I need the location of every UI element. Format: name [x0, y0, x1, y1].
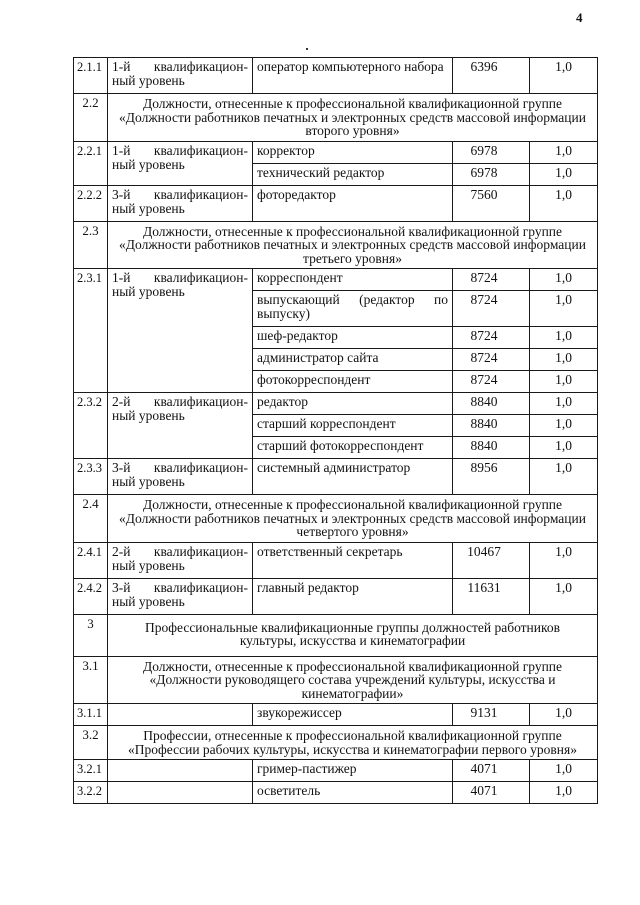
table-row	[74, 393, 598, 415]
table-row	[74, 185, 598, 221]
qualification-level: 1-й квалификацион-ный уровень	[108, 269, 253, 393]
position-name: звукорежиссер	[253, 704, 453, 726]
position-name: системный администратор	[253, 459, 453, 495]
position-name: фотокорреспондент	[253, 371, 453, 393]
qualification-level: 1-й квалификацион-ный уровень	[108, 58, 253, 94]
coefficient-value: 1,0	[530, 269, 598, 291]
qualification-level	[108, 782, 253, 804]
section-number: 2.4	[74, 495, 108, 543]
salary-value: 8724	[453, 291, 530, 327]
row-number: 2.2.2	[74, 185, 108, 221]
position-name: выпускающий (редактор по выпуску)	[253, 291, 453, 327]
coefficient-value: 1,0	[530, 58, 598, 94]
section-number: 2.3	[74, 221, 108, 269]
position-name: редактор	[253, 393, 453, 415]
salary-value: 11631	[453, 578, 530, 614]
salary-value: 8724	[453, 327, 530, 349]
table-row	[74, 269, 598, 291]
section-number: 2.2	[74, 94, 108, 142]
coefficient-value: 1,0	[530, 327, 598, 349]
row-number: 2.1.1	[74, 58, 108, 94]
section-title: Должности, отнесенные к профессиональной квалификационной группе «Должности работников печатных и электронных средств массовой информации третьего уровня»	[108, 221, 598, 269]
section-title: Профессии, отнесенные к профессиональной квалификационной группе «Профессии рабочих культуры, искусства и кинематографии первого уровня»	[108, 726, 598, 760]
position-name: технический редактор	[253, 163, 453, 185]
salary-value: 8724	[453, 371, 530, 393]
qualification-level: 3-й квалификацион-ный уровень	[108, 185, 253, 221]
coefficient-value: 1,0	[530, 542, 598, 578]
qualification-level: 1-й квалификацион-ный уровень	[108, 141, 253, 185]
salary-value: 10467	[453, 542, 530, 578]
section-header-row	[74, 94, 598, 142]
coefficient-value: 1,0	[530, 393, 598, 415]
row-number: 3.2.1	[74, 760, 108, 782]
salary-value: 8840	[453, 393, 530, 415]
coefficient-value: 1,0	[530, 141, 598, 163]
salary-value: 8956	[453, 459, 530, 495]
table-row	[74, 141, 598, 163]
row-number: 2.3.1	[74, 269, 108, 393]
position-name: фоторедактор	[253, 185, 453, 221]
position-name: осветитель	[253, 782, 453, 804]
page-number: 4	[576, 10, 583, 25]
position-name: старший фотокорреспондент	[253, 437, 453, 459]
position-name: оператор компьютерного набора	[253, 58, 453, 94]
salary-value: 6978	[453, 163, 530, 185]
qualification-level	[108, 760, 253, 782]
salary-value: 4071	[453, 760, 530, 782]
row-number: 2.4.1	[74, 542, 108, 578]
qualification-level: 2-й квалификацион-ный уровень	[108, 393, 253, 459]
table-row	[74, 459, 598, 495]
coefficient-value: 1,0	[530, 415, 598, 437]
qualification-level: 2-й квалификацион-ный уровень	[108, 542, 253, 578]
salary-table	[73, 57, 598, 804]
position-name: шеф-редактор	[253, 327, 453, 349]
coefficient-value: 1,0	[530, 704, 598, 726]
scan-dot	[306, 48, 308, 50]
qualification-level: 3-й квалификацион-ный уровень	[108, 459, 253, 495]
salary-value: 6396	[453, 58, 530, 94]
table-row	[74, 704, 598, 726]
salary-value: 9131	[453, 704, 530, 726]
row-number: 2.3.2	[74, 393, 108, 459]
position-name: корректор	[253, 141, 453, 163]
coefficient-value: 1,0	[530, 291, 598, 327]
position-name: главный редактор	[253, 578, 453, 614]
coefficient-value: 1,0	[530, 437, 598, 459]
table-row	[74, 58, 598, 94]
coefficient-value: 1,0	[530, 163, 598, 185]
row-number: 2.3.3	[74, 459, 108, 495]
position-name: ответственный секретарь	[253, 542, 453, 578]
row-number: 3.1.1	[74, 704, 108, 726]
salary-value: 8724	[453, 349, 530, 371]
section-number: 3.2	[74, 726, 108, 760]
section-header-row	[74, 221, 598, 269]
position-name: администратор сайта	[253, 349, 453, 371]
position-name: старший корреспондент	[253, 415, 453, 437]
position-name: корреспондент	[253, 269, 453, 291]
section-header-row	[74, 495, 598, 543]
coefficient-value: 1,0	[530, 371, 598, 393]
coefficient-value: 1,0	[530, 760, 598, 782]
section-header-row	[74, 614, 598, 656]
coefficient-value: 1,0	[530, 459, 598, 495]
salary-value: 6978	[453, 141, 530, 163]
table-row	[74, 760, 598, 782]
coefficient-value: 1,0	[530, 578, 598, 614]
table-row	[74, 782, 598, 804]
coefficient-value: 1,0	[530, 185, 598, 221]
row-number: 2.2.1	[74, 141, 108, 185]
section-number: 3.1	[74, 656, 108, 704]
section-header-row	[74, 656, 598, 704]
position-name: гример-пастижер	[253, 760, 453, 782]
section-title: Должности, отнесенные к профессиональной квалификационной группе «Должности работников печатных и электронных средств массовой информации четвертого уровня»	[108, 495, 598, 543]
row-number: 2.4.2	[74, 578, 108, 614]
section-title: Должности, отнесенные к профессиональной квалификационной группе «Должности работников печатных и электронных средств массовой информации второго уровня»	[108, 94, 598, 142]
salary-value: 4071	[453, 782, 530, 804]
coefficient-value: 1,0	[530, 349, 598, 371]
table-row	[74, 542, 598, 578]
row-number: 3.2.2	[74, 782, 108, 804]
salary-value: 8840	[453, 437, 530, 459]
qualification-level	[108, 704, 253, 726]
table-row	[74, 578, 598, 614]
section-number: 3	[74, 614, 108, 656]
coefficient-value: 1,0	[530, 782, 598, 804]
section-title: Должности, отнесенные к профессиональной квалификационной группе «Должности руководящего состава учреждений культуры, искусства и кинематографии»	[108, 656, 598, 704]
salary-value: 8724	[453, 269, 530, 291]
salary-value: 8840	[453, 415, 530, 437]
section-header-row	[74, 726, 598, 760]
qualification-level: 3-й квалификацион-ный уровень	[108, 578, 253, 614]
salary-value: 7560	[453, 185, 530, 221]
section-title: Профессиональные квалификационные группы должностей работников культуры, искусства и кинематографии	[108, 614, 598, 656]
